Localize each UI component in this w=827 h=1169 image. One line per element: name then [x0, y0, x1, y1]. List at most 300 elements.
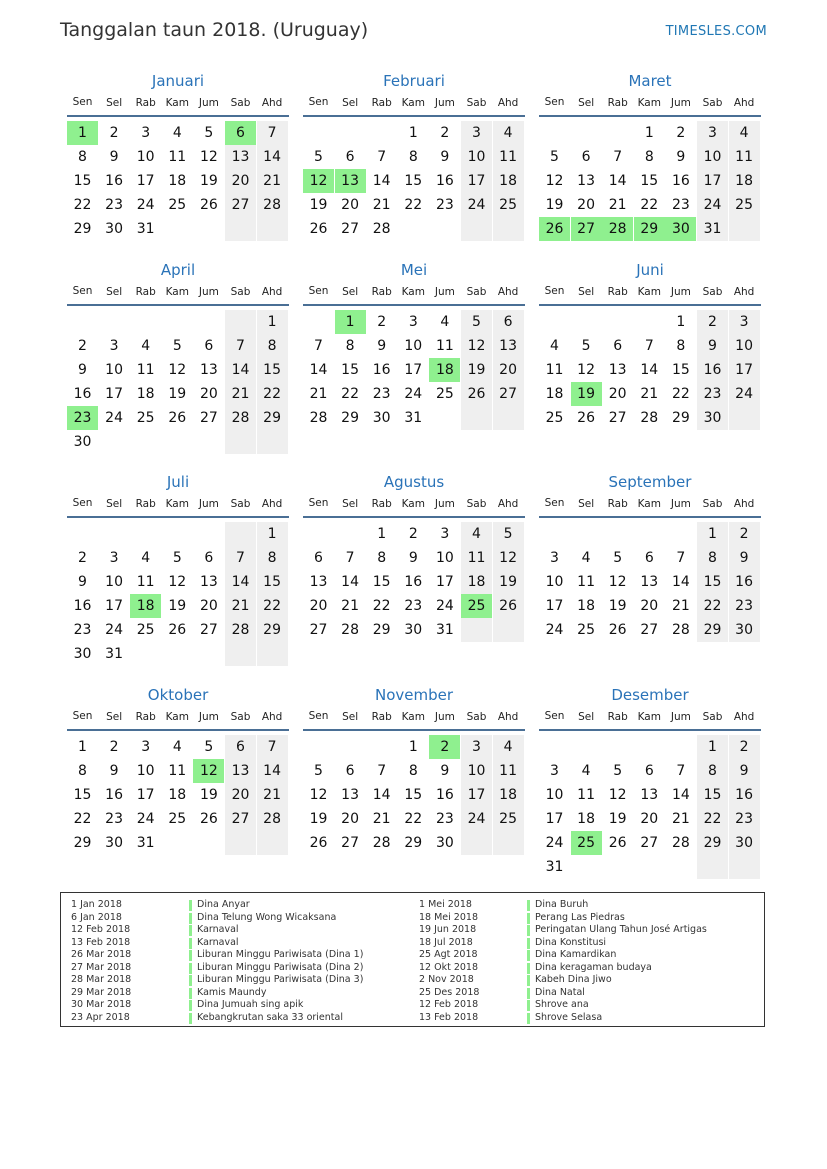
header-rule: [539, 729, 761, 731]
day-cell: 8: [697, 546, 728, 570]
legend-column-left: [71, 899, 411, 1024]
day-cell: 11: [729, 145, 760, 169]
month-title: Agustus: [383, 473, 445, 491]
day-cell: 23: [729, 807, 760, 831]
day-cell: 3: [461, 121, 492, 145]
day-cell: 9: [78, 362, 87, 378]
day-cell: 28: [309, 410, 328, 426]
day-cell: 5: [461, 310, 492, 334]
day-cell: 20: [199, 386, 218, 402]
day-cell: 30: [105, 221, 123, 237]
day-cell: 25: [168, 197, 187, 213]
day-cell: 27: [493, 382, 524, 406]
weekday-label: Sel: [342, 286, 359, 298]
day-cell: 27: [199, 410, 218, 426]
day-cell: 2: [729, 522, 760, 546]
day-cell: 20: [341, 197, 359, 213]
legend-item: [71, 937, 411, 950]
holiday-date: 19 Jun 2018: [419, 924, 477, 935]
weekday-label: Rab: [371, 286, 392, 298]
day-cell: 20: [341, 811, 359, 827]
month-title: Juni: [636, 261, 664, 279]
day-cell: 12: [309, 787, 328, 803]
day-cell: 25: [168, 811, 187, 827]
holiday-name: Dina Kamardikan: [535, 949, 617, 960]
day-cell: 17: [461, 783, 492, 807]
weekday-label: Sen: [308, 710, 329, 722]
holiday-date: 12 Feb 2018: [419, 999, 479, 1010]
day-cell: 16: [73, 598, 92, 614]
day-cell: 29: [671, 410, 690, 426]
day-cell: 1: [257, 310, 288, 334]
day-cell: 25: [136, 410, 155, 426]
day-cell: 5: [613, 550, 623, 566]
weekday-label: Ahd: [497, 286, 519, 298]
day-cell: 20: [608, 386, 627, 402]
day-cell: 26: [577, 410, 595, 426]
holiday-marker-icon: [527, 975, 530, 986]
legend-item: [71, 912, 411, 925]
holiday-name: Karnaval: [197, 924, 239, 935]
weekday-label: Jum: [198, 97, 219, 109]
day-cell: 12: [168, 362, 187, 378]
weekday-label: Jum: [434, 711, 455, 723]
day-cell: 14: [671, 787, 690, 803]
day-cell: 27: [199, 622, 218, 638]
day-cell: 31: [435, 622, 454, 638]
day-cell: 29: [404, 835, 423, 851]
day-cell: 6: [493, 310, 524, 334]
day-cell: 29: [697, 831, 728, 855]
weekday-header: [67, 711, 289, 727]
weekday-label: Sab: [230, 711, 251, 723]
day-cell: 17: [136, 173, 155, 189]
day-cell: 8: [377, 550, 387, 566]
holiday-name: Perang Las Piedras: [535, 911, 625, 923]
day-cell: 18: [168, 173, 187, 189]
day-cell: 26: [168, 410, 187, 426]
day-cell: 10: [461, 759, 492, 783]
day-cell: 16: [105, 787, 123, 803]
day-cell: 22: [341, 386, 359, 402]
day-cell: 3: [697, 121, 728, 145]
legend-item: [419, 912, 759, 925]
day-cell: 7: [225, 334, 256, 358]
weekend-blank: [257, 831, 288, 855]
day-cell: 9: [440, 763, 450, 779]
weekday-label: Sen: [544, 285, 565, 297]
holiday-name: Dina Buruh: [535, 899, 589, 910]
day-cell: 30: [372, 410, 391, 426]
holiday-marker-icon: [527, 950, 530, 961]
header-rule: [303, 516, 525, 518]
day-cell: 3: [109, 338, 119, 354]
weekday-label: Kam: [165, 286, 189, 298]
day-cell: 16: [73, 386, 92, 402]
day-cell: 2: [697, 310, 728, 334]
day-cell: 27: [225, 807, 256, 831]
day-cell: 5: [493, 522, 524, 546]
day-cell: 22: [697, 594, 728, 618]
day-cell: 5: [314, 149, 323, 165]
month-title: Mei: [400, 261, 428, 279]
day-cell: 4: [729, 121, 760, 145]
day-cell: 28: [257, 193, 288, 217]
weekday-label: Rab: [135, 97, 156, 109]
day-cell: 16: [372, 362, 391, 378]
day-cell: 27: [640, 622, 659, 638]
day-cell: 1: [377, 526, 387, 542]
weekday-label: Sen: [308, 96, 329, 108]
weekend-blank: [729, 855, 760, 879]
day-cell: 30: [697, 406, 728, 430]
weekday-label: Kam: [401, 498, 425, 510]
day-cell-holiday: 1: [335, 310, 366, 334]
day-cell-holiday: 26: [539, 217, 570, 241]
holiday-marker-icon: [189, 1000, 192, 1011]
day-cell: 20: [640, 811, 659, 827]
day-cell: 10: [105, 362, 123, 378]
day-cell: 16: [435, 787, 454, 803]
day-cell: 14: [225, 570, 256, 594]
weekday-label: Sel: [578, 498, 595, 510]
day-cell: 2: [440, 125, 450, 141]
day-cell: 15: [341, 362, 359, 378]
day-cell: 26: [309, 835, 328, 851]
weekday-label: Rab: [607, 286, 628, 298]
weekend-blank: [461, 217, 492, 241]
header-rule: [67, 304, 289, 306]
day-cell: 14: [257, 759, 288, 783]
holiday-marker-icon: [527, 938, 530, 949]
weekday-label: Jum: [198, 711, 219, 723]
weekday-label: Ahd: [733, 498, 755, 510]
day-cell-holiday: 25: [571, 831, 602, 855]
day-cell: 13: [225, 145, 256, 169]
day-cell: 3: [408, 314, 418, 330]
day-cell: 28: [225, 618, 256, 642]
day-cell: 10: [136, 149, 155, 165]
holiday-name: Karnaval: [197, 936, 239, 948]
day-cell-holiday: 18: [429, 358, 460, 382]
holiday-marker-icon: [189, 975, 192, 986]
day-cell: 4: [141, 338, 151, 354]
holiday-marker-icon: [527, 925, 530, 936]
weekday-label: Rab: [135, 498, 156, 510]
day-cell-holiday: 30: [665, 217, 696, 241]
day-cell: 23: [435, 811, 454, 827]
weekday-label: Sab: [230, 286, 251, 298]
day-cell: 5: [581, 338, 591, 354]
weekday-label: Sel: [578, 97, 595, 109]
day-cell: 24: [105, 410, 123, 426]
legend-item: [71, 962, 411, 975]
day-cell: 31: [697, 217, 728, 241]
day-cell: 26: [493, 594, 524, 618]
day-cell: 10: [136, 763, 155, 779]
weekday-label: Ahd: [733, 711, 755, 723]
day-cell: 13: [640, 787, 659, 803]
weekend-blank: [461, 831, 492, 855]
day-cell: 15: [404, 787, 423, 803]
day-cell: 28: [671, 835, 690, 851]
day-cell: 1: [644, 125, 654, 141]
holiday-date: 25 Agt 2018: [419, 949, 478, 960]
weekday-label: Kam: [637, 498, 661, 510]
day-cell: 6: [644, 763, 654, 779]
weekday-header: [539, 97, 761, 113]
holiday-marker-icon: [527, 900, 530, 911]
weekday-label: Ahd: [497, 711, 519, 723]
weekday-label: Sen: [72, 497, 93, 509]
day-cell: 23: [105, 197, 123, 213]
day-cell: 7: [314, 338, 323, 354]
day-cell: 31: [545, 859, 564, 875]
day-cell: 11: [435, 338, 454, 354]
day-cell: 9: [697, 334, 728, 358]
day-cell: 6: [345, 149, 355, 165]
weekday-header: [539, 711, 761, 727]
holiday-marker-icon: [189, 988, 192, 999]
day-cell: 8: [345, 338, 355, 354]
day-cell: 15: [257, 570, 288, 594]
weekday-header: [303, 97, 525, 113]
day-cell: 31: [105, 646, 123, 662]
holiday-name: Dina Telung Wong Wicaksana: [197, 911, 337, 923]
day-cell: 2: [109, 739, 119, 755]
legend-item: [71, 974, 411, 987]
weekday-label: Sel: [342, 97, 359, 109]
weekday-label: Sen: [72, 96, 93, 108]
day-cell: 10: [404, 338, 423, 354]
day-cell: 28: [372, 835, 391, 851]
day-cell-holiday: 28: [602, 217, 633, 241]
day-cell: 8: [644, 149, 654, 165]
header-rule: [539, 115, 761, 117]
weekend-blank: [225, 310, 256, 334]
weekend-blank: [225, 217, 256, 241]
day-cell: 24: [697, 193, 728, 217]
header-rule: [303, 115, 525, 117]
day-cell: 23: [372, 386, 391, 402]
weekday-label: Sen: [308, 497, 329, 509]
day-cell: 6: [581, 149, 591, 165]
holiday-marker-icon: [189, 913, 192, 924]
day-cell: 29: [73, 221, 92, 237]
day-cell: 6: [204, 338, 214, 354]
weekday-label: Ahd: [497, 97, 519, 109]
weekday-label: Sen: [544, 497, 565, 509]
day-cell: 25: [493, 193, 524, 217]
holiday-date: 29 Mar 2018: [71, 986, 132, 998]
day-cell: 24: [105, 622, 123, 638]
day-cell: 23: [105, 811, 123, 827]
day-cell: 21: [671, 598, 690, 614]
day-cell: 3: [729, 310, 760, 334]
weekday-label: Sen: [72, 710, 93, 722]
day-cell: 17: [545, 598, 564, 614]
weekday-label: Kam: [401, 97, 425, 109]
weekend-blank: [257, 217, 288, 241]
day-cell: 19: [309, 811, 328, 827]
holiday-name: Peringatan Ulang Tahun José Artigas: [535, 924, 707, 935]
weekend-blank: [225, 831, 256, 855]
weekend-blank: [225, 642, 256, 666]
legend-item: [419, 924, 759, 937]
legend-item: [419, 999, 759, 1012]
day-cell: 26: [309, 221, 328, 237]
day-cell: 21: [671, 811, 690, 827]
weekday-label: Sel: [342, 498, 359, 510]
day-cell: 2: [78, 550, 87, 566]
day-cell: 16: [435, 173, 454, 189]
day-cell: 12: [461, 334, 492, 358]
weekday-label: Sen: [72, 285, 93, 297]
day-cell: 15: [697, 570, 728, 594]
day-cell: 10: [697, 145, 728, 169]
holiday-marker-icon: [527, 913, 530, 924]
weekend-blank: [225, 430, 256, 454]
day-cell-holiday: 2: [429, 735, 460, 759]
day-cell: 20: [225, 169, 256, 193]
weekday-label: Sab: [702, 97, 723, 109]
day-cell-holiday: 1: [67, 121, 98, 145]
legend-item: [71, 899, 411, 912]
weekday-label: Rab: [371, 498, 392, 510]
weekday-header: [67, 498, 289, 514]
day-cell: 25: [729, 193, 760, 217]
day-cell: 18: [545, 386, 564, 402]
day-cell: 9: [440, 149, 450, 165]
holiday-marker-icon: [189, 938, 192, 949]
weekend-blank: [225, 522, 256, 546]
day-cell: 26: [608, 622, 627, 638]
day-cell: 17: [545, 811, 564, 827]
day-cell: 13: [608, 362, 627, 378]
day-cell: 17: [697, 169, 728, 193]
month-title: Februari: [383, 72, 445, 90]
day-cell: 4: [493, 735, 524, 759]
day-cell-holiday: 19: [571, 382, 602, 406]
day-cell: 21: [341, 598, 359, 614]
holiday-name: Dina Anyar: [197, 899, 250, 910]
weekday-label: Kam: [637, 286, 661, 298]
day-cell: 14: [225, 358, 256, 382]
day-cell: 29: [697, 618, 728, 642]
legend-item: [419, 1012, 759, 1025]
day-cell: 8: [697, 759, 728, 783]
day-cell: 20: [309, 598, 328, 614]
day-cell: 13: [577, 173, 595, 189]
weekend-blank: [461, 618, 492, 642]
day-cell: 5: [204, 739, 214, 755]
weekday-label: Sel: [342, 711, 359, 723]
holiday-marker-icon: [189, 963, 192, 974]
holiday-date: 12 Feb 2018: [71, 924, 131, 935]
month-title: November: [374, 686, 454, 704]
holiday-marker-icon: [527, 963, 530, 974]
day-cell: 12: [577, 362, 595, 378]
day-cell-holiday: 23: [67, 406, 98, 430]
day-cell: 26: [608, 835, 627, 851]
day-cell: 17: [105, 598, 123, 614]
day-cell: 22: [73, 197, 92, 213]
day-cell: 13: [309, 574, 328, 590]
weekday-label: Sab: [466, 97, 487, 109]
day-cell: 20: [640, 598, 659, 614]
day-cell: 28: [257, 807, 288, 831]
page-title: Tanggalan taun 2018. (Uruguay): [60, 19, 369, 41]
weekday-header: [303, 498, 525, 514]
day-cell: 21: [225, 594, 256, 618]
day-cell: 21: [225, 382, 256, 406]
weekday-label: Sab: [466, 498, 487, 510]
holiday-name: Kamis Maundy: [197, 986, 267, 998]
day-cell-holiday: 12: [303, 169, 334, 193]
month-title: Desember: [611, 686, 689, 704]
day-cell: 7: [676, 763, 686, 779]
day-cell: 29: [372, 622, 391, 638]
weekday-header: [67, 286, 289, 302]
weekday-label: Rab: [371, 97, 392, 109]
day-cell: 19: [608, 811, 627, 827]
day-cell: 31: [136, 221, 155, 237]
weekday-label: Kam: [401, 286, 425, 298]
month-title: April: [160, 261, 196, 279]
holiday-date: 13 Feb 2018: [419, 1011, 479, 1023]
day-cell: 14: [341, 574, 359, 590]
day-cell-holiday: 18: [130, 594, 161, 618]
day-cell: 19: [199, 173, 218, 189]
day-cell: 2: [78, 338, 87, 354]
day-cell-holiday: 13: [335, 169, 366, 193]
day-cell-holiday: 27: [571, 217, 602, 241]
day-cell: 2: [408, 526, 418, 542]
day-cell-holiday: 6: [225, 121, 256, 145]
legend-item: [71, 999, 411, 1012]
weekday-label: Sen: [544, 96, 565, 108]
weekday-label: Kam: [165, 498, 189, 510]
day-cell: 3: [109, 550, 119, 566]
day-cell: 7: [345, 550, 355, 566]
day-cell: 11: [577, 787, 595, 803]
day-cell: 24: [404, 386, 423, 402]
day-cell: 11: [136, 574, 155, 590]
header-rule: [539, 304, 761, 306]
day-cell: 7: [377, 149, 387, 165]
weekday-label: Jum: [198, 286, 219, 298]
brand-logo[interactable]: TIMESLES.COM: [665, 24, 767, 39]
day-cell: 5: [550, 149, 559, 165]
day-cell: 4: [172, 739, 182, 755]
day-cell: 1: [78, 739, 87, 755]
weekday-label: Jum: [198, 498, 219, 510]
day-cell: 4: [493, 121, 524, 145]
header-rule: [539, 516, 761, 518]
day-cell: 16: [729, 783, 760, 807]
day-cell: 17: [105, 386, 123, 402]
holiday-date: 25 Des 2018: [419, 986, 480, 998]
header-rule: [303, 729, 525, 731]
weekday-label: Kam: [401, 711, 425, 723]
day-cell: 15: [73, 173, 92, 189]
month-title: Januari: [151, 72, 205, 90]
holiday-date: 13 Feb 2018: [71, 936, 131, 948]
day-cell: 9: [109, 149, 119, 165]
legend-item: [71, 924, 411, 937]
holiday-date: 1 Jan 2018: [71, 899, 122, 910]
day-cell: 3: [440, 526, 450, 542]
